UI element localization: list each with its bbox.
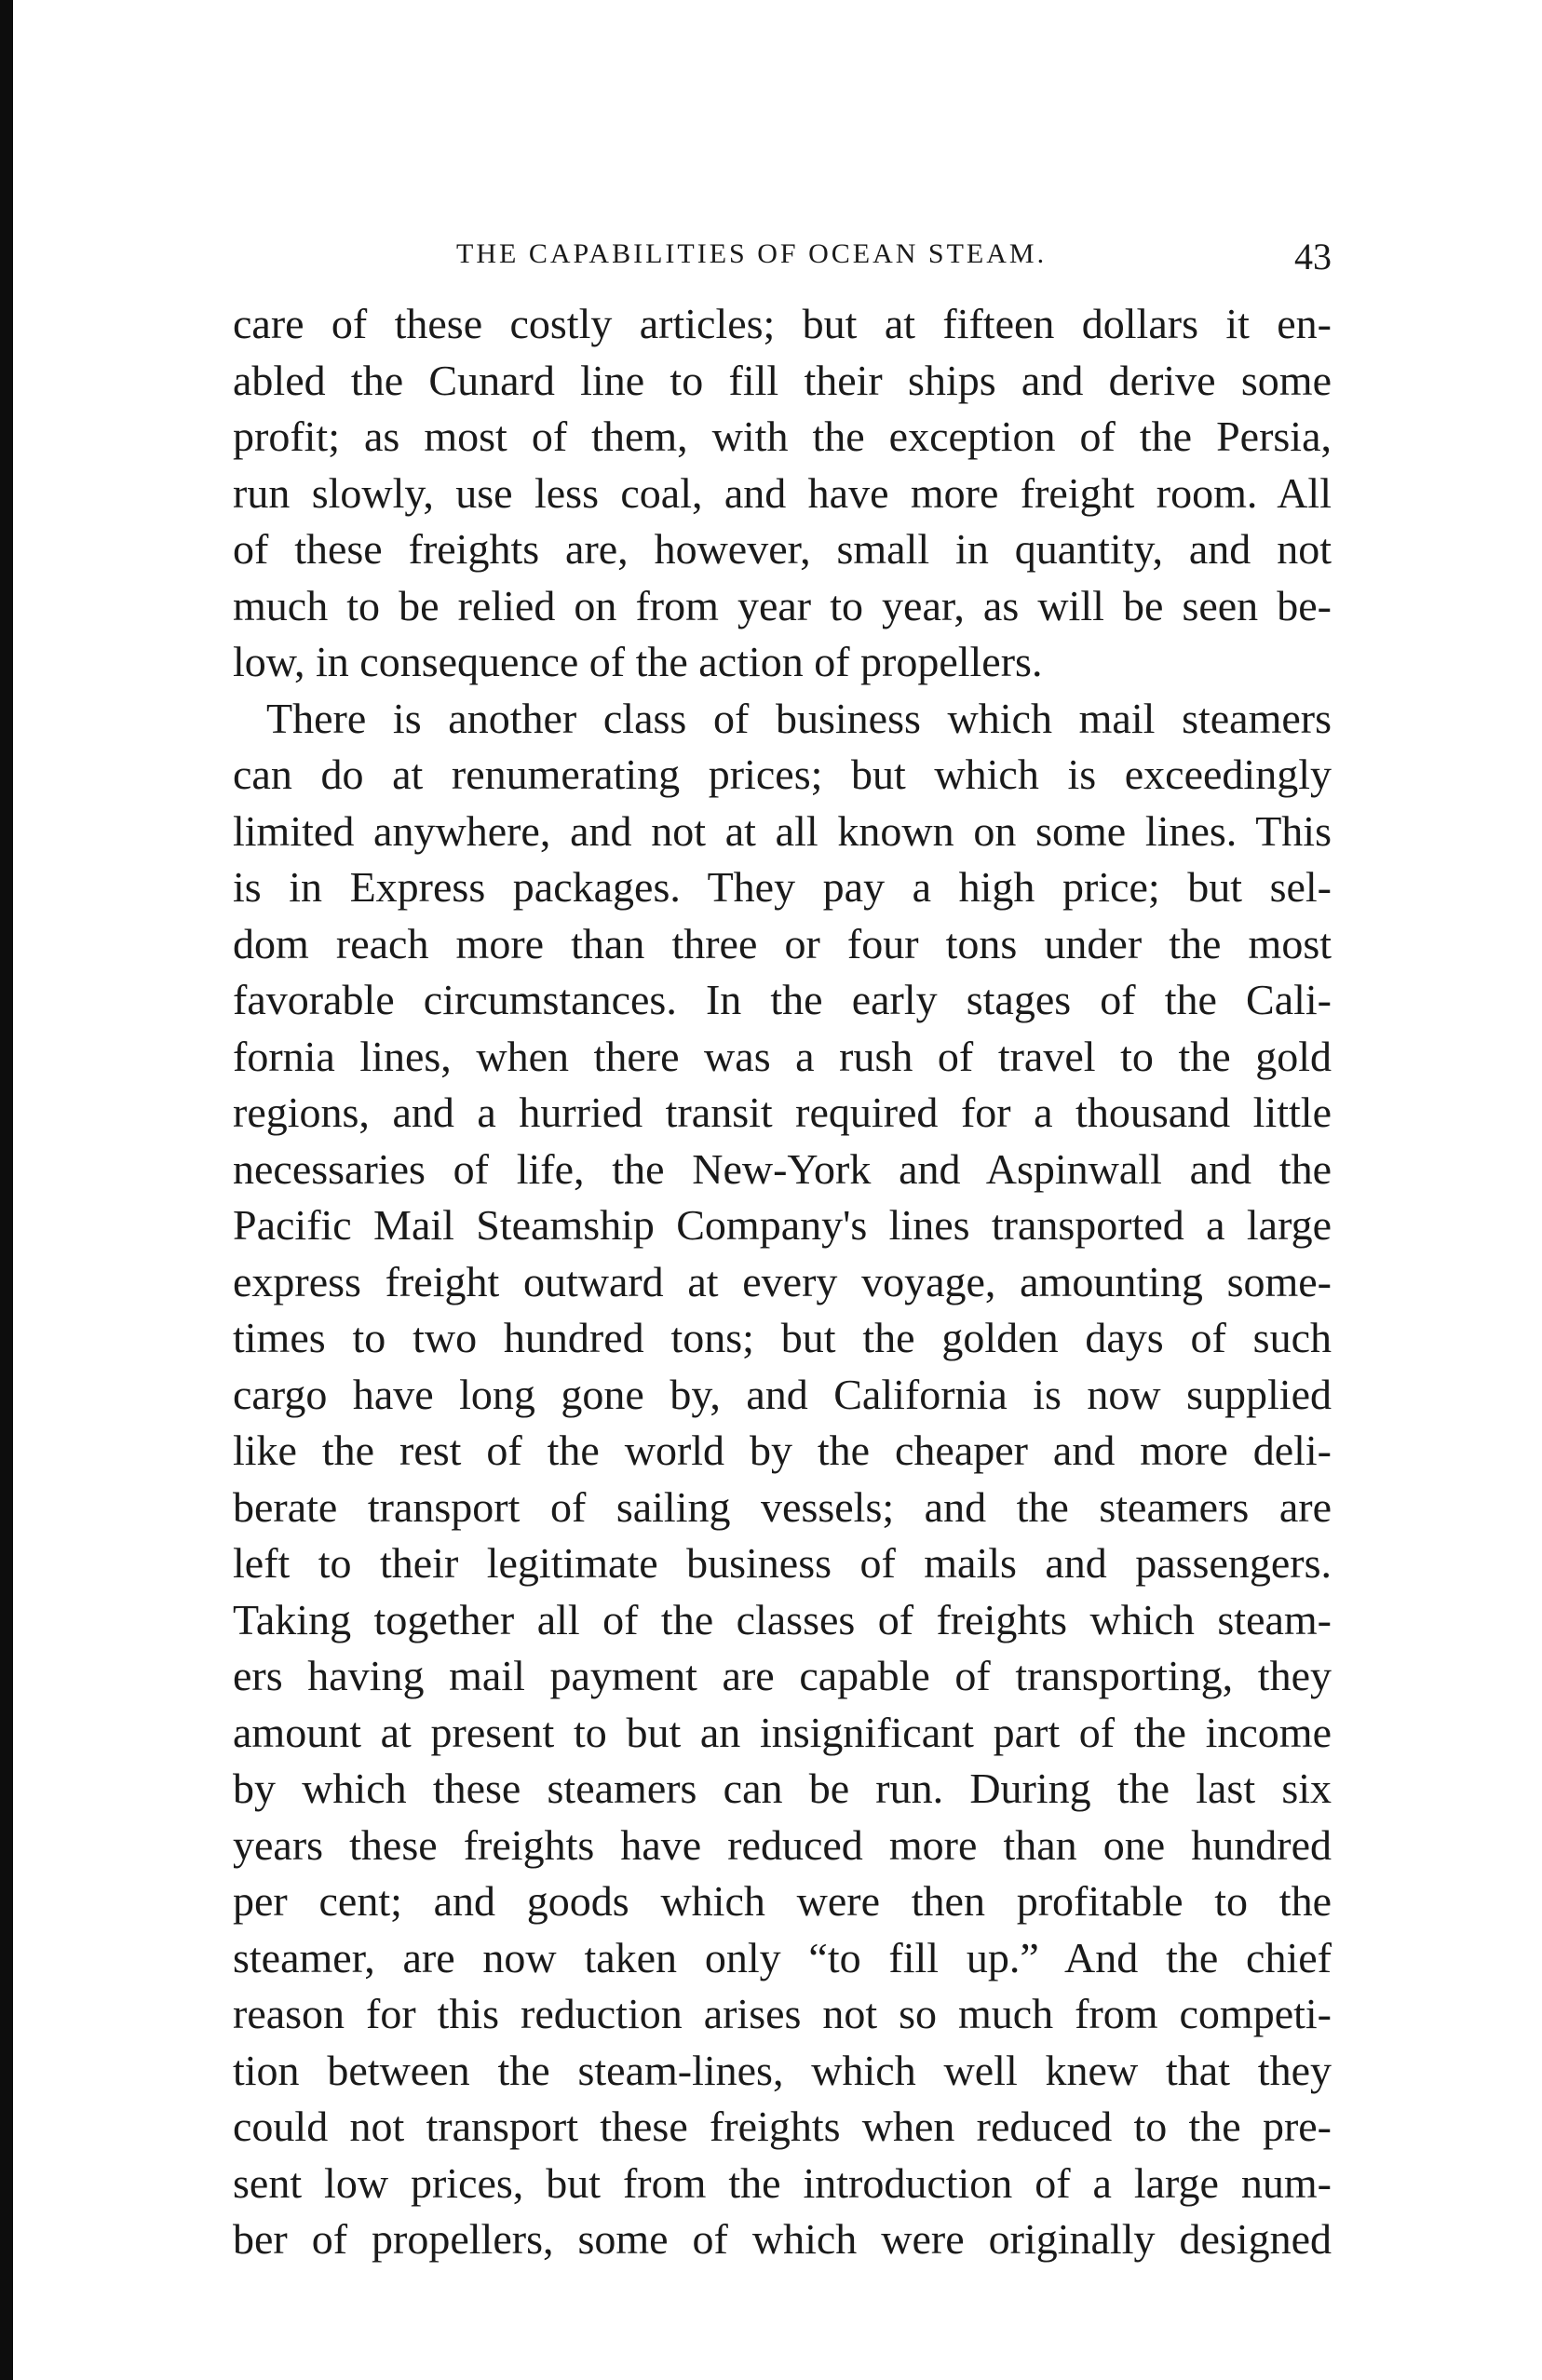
text-line: by which these steamers can be run. During the last six	[233, 1765, 1332, 1812]
paragraph-1	[233, 296, 1332, 691]
text-line: cargo have long gone by, and California is now supplied	[233, 1370, 1332, 1418]
text-line: favorable circumstances. In the early stages of the Cali-	[233, 976, 1332, 1023]
text-line: necessaries of life, the New-York and Aspinwall and the	[233, 1144, 1332, 1193]
running-title: THE CAPABILITIES OF OCEAN STEAM.	[456, 238, 1048, 269]
page-binding-edge	[0, 0, 13, 2380]
text-line: could not transport these freights when reduced to the pre-	[233, 2103, 1332, 2150]
text-line: dom reach more than three or four tons under the most	[233, 919, 1332, 967]
text-line: much to be relied on from year to year, as will be seen be-	[233, 581, 1332, 629]
text-line: of these freights are, however, small in quantity, and not	[233, 525, 1332, 573]
text-line: amount at present to but an insignificant part of the income	[233, 1708, 1332, 1756]
text-line: sent low prices, but from the introduction of a large num-	[233, 2158, 1332, 2207]
text-line: per cent; and goods which were then profitable to the	[233, 1877, 1332, 1925]
text-line: abled the Cunard line to fill their ships and derive some	[233, 356, 1332, 404]
text-line: like the rest of the world by the cheaper and more deli-	[233, 1427, 1332, 1474]
running-head	[233, 231, 1332, 287]
text-line: care of these costly articles; but at fifteen dollars it en-	[233, 300, 1332, 347]
text-line: Pacific Mail Steamship Company's lines transported a large	[233, 1201, 1332, 1249]
text-line: There is another class of business which mail steamers	[266, 694, 1332, 742]
text-line: Taking together all of the classes of freights which steam-	[233, 1595, 1332, 1643]
page-number: 43	[1294, 236, 1332, 277]
text-line: limited anywhere, and not at all known on some lines. This	[233, 806, 1332, 855]
text-line: is in Express packages. They pay a high price; but sel-	[233, 863, 1332, 911]
text-line: run slowly, use less coal, and have more freight room. All	[233, 468, 1332, 517]
text-line: express freight outward at every voyage, amounting some-	[233, 1257, 1332, 1305]
paragraph-2	[233, 691, 1332, 2268]
body-text	[233, 296, 1332, 2268]
text-line: regions, and a hurried transit required for a thousand little	[233, 1089, 1332, 1136]
text-line: can do at renumerating prices; but which is exceedingly	[233, 751, 1332, 798]
text-line: low, in consequence of the action of propellers.	[233, 638, 1043, 685]
text-line: times to two hundred tons; but the golden days of such	[233, 1314, 1332, 1361]
text-line: reason for this reduction arises not so much from competi-	[233, 1990, 1332, 2037]
text-line: ers having mail payment are capable of transporting, they	[233, 1652, 1332, 1699]
text-line: profit; as most of them, with the exception of the Persia,	[233, 412, 1332, 460]
text-line: steamer, are now taken only “to fill up.” And the chief	[233, 1933, 1332, 1981]
text-line: fornia lines, when there was a rush of travel to the gold	[233, 1032, 1332, 1080]
text-line: tion between the steam-lines, which well knew that they	[233, 2046, 1332, 2094]
text-line: years these freights have reduced more than one hundred	[233, 1820, 1332, 1869]
text-line: berate transport of sailing vessels; and the steamers are	[233, 1482, 1332, 1531]
text-line: left to their legitimate business of mails and passengers.	[233, 1539, 1332, 1587]
text-line: ber of propellers, some of which were originally designed	[233, 2215, 1332, 2263]
